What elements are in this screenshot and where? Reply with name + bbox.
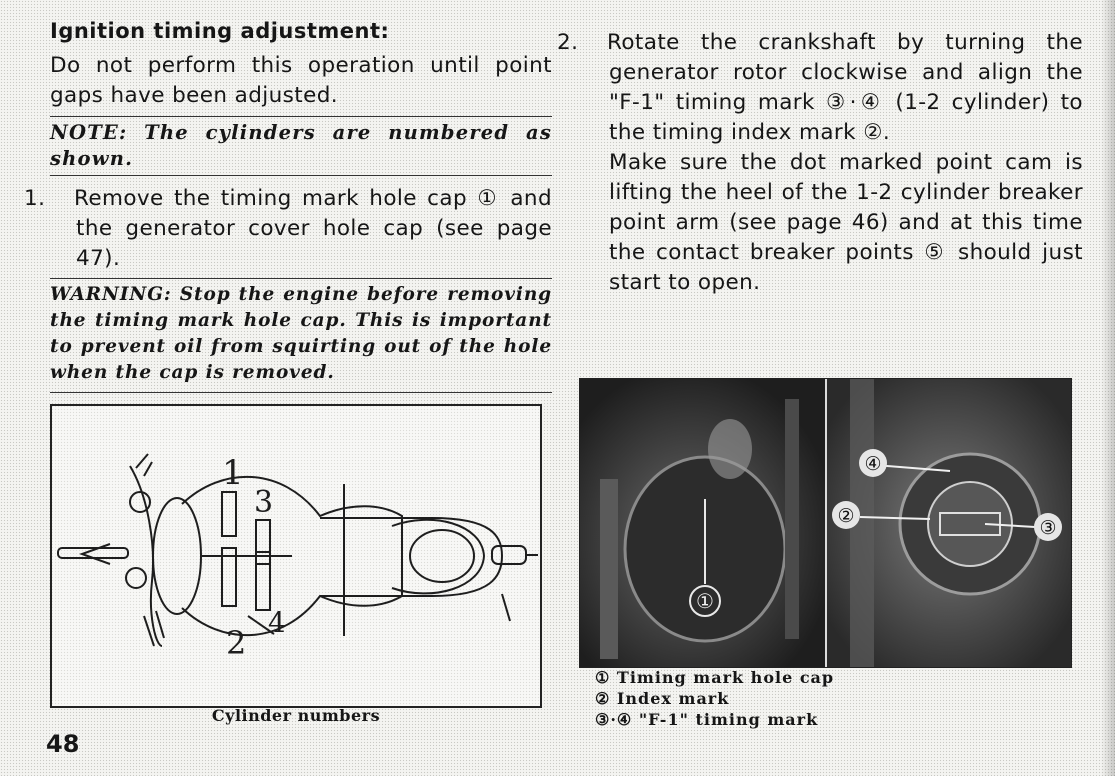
headlamp-area	[153, 498, 201, 614]
diagram-label-1: 1	[222, 453, 244, 493]
step-1	[24, 184, 552, 274]
mirror-bottom	[126, 568, 146, 588]
step-2-continuation: Make sure the dot marked point cam is lifting the heel of the 1-2 cylinder breaker point arm (see page 46) and at this time the contact breaker points ⑤ should just start to open.	[609, 150, 1083, 295]
step-2-text: Rotate the crankshaft by turning the generator rotor clockwise and align the "F-1" timing mark ③·④ (1-2 cylinder) to the timing index mark ②.	[607, 30, 1083, 145]
photo-captions	[595, 667, 834, 730]
note-top-rule	[50, 116, 552, 117]
step-2	[557, 28, 1083, 298]
step-1-number: 1.	[24, 186, 46, 211]
note-bottom-rule	[50, 175, 552, 176]
rear-light	[492, 546, 526, 564]
callout-1: ①	[696, 589, 714, 613]
intro-paragraph: Do not perform this operation until point gaps have been adjusted.	[50, 53, 552, 108]
step-1-text: Remove the timing mark hole cap ① and the generator cover hole cap (see page 47).	[74, 186, 552, 271]
step-2-number: 2.	[557, 30, 579, 55]
cap-highlight	[708, 419, 752, 479]
diagram-label-4: 4	[268, 606, 286, 639]
diagram-label-2: 2	[226, 624, 247, 662]
caption-3: ③·④ "F-1" timing mark	[595, 710, 819, 729]
mirror-top	[130, 492, 150, 512]
cylinder-diagram	[50, 404, 542, 708]
page-edge-shadow	[1101, 0, 1115, 776]
engine-photo-illustration	[580, 379, 1071, 667]
warning-bottom-rule	[50, 392, 552, 393]
caption-2: ② Index mark	[595, 689, 730, 708]
motorcycle-top-view-illustration	[52, 406, 540, 706]
step-2-body	[557, 28, 1083, 148]
lever-top	[136, 454, 152, 476]
warning-top-rule	[50, 278, 552, 279]
section-heading: Ignition timing adjustment:	[50, 19, 390, 43]
engine-photo	[579, 378, 1072, 668]
frame-tube-left	[600, 479, 618, 659]
caption-1: ① Timing mark hole cap	[595, 668, 835, 687]
frame-tube-right	[785, 399, 799, 639]
diagram-caption: Cylinder numbers	[211, 706, 381, 725]
step-1-body	[24, 184, 552, 274]
tail-line	[502, 594, 510, 621]
note-text: NOTE: The cylinders are numbered as shown.	[50, 121, 552, 170]
callout-2: ②	[837, 505, 855, 527]
cylinder-1-shape	[222, 492, 236, 536]
cylinder-4-shape	[256, 552, 270, 610]
cylinder-3-shape	[256, 520, 270, 564]
seat-cushion	[410, 530, 474, 582]
warning-text: WARNING: Stop the engine before removing the timing mark hole cap. This is important to prevent oil from squirting out of the hole when the cap is removed.	[50, 284, 552, 383]
callout-4: ④	[864, 453, 882, 475]
callout-3: ③	[1039, 517, 1057, 539]
page-number: 48	[46, 730, 80, 758]
diagram-label-3: 3	[254, 485, 274, 520]
